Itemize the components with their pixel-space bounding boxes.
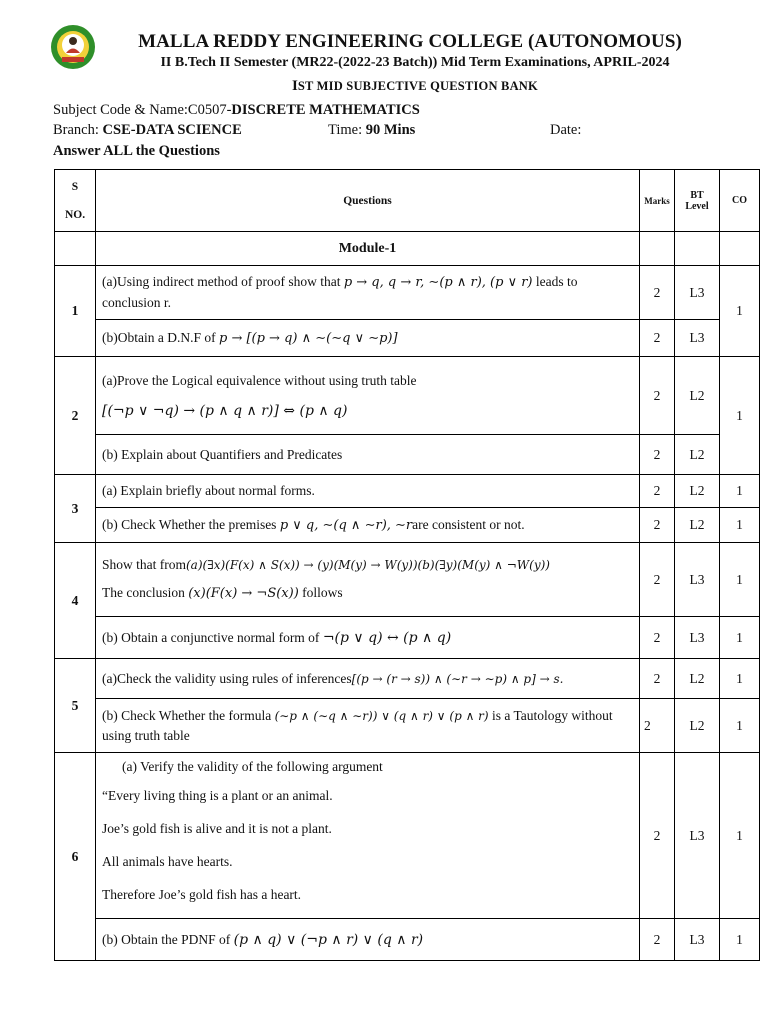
branch-line: Branch: CSE-DATA SCIENCE bbox=[53, 122, 242, 138]
question-text: (a) Verify the validity of the following argument “Every living thing is a plant or an animal. Joe’s gold fish is alive and it is not a plant. All animals have hearts. Therefore Joe’s gold fish has a heart. bbox=[96, 753, 640, 919]
question-table bbox=[54, 169, 760, 961]
bt-level: L2 bbox=[675, 475, 720, 508]
co: 1 bbox=[720, 543, 760, 617]
co: 1 bbox=[720, 266, 760, 357]
marks: 2 bbox=[640, 699, 675, 753]
marks: 2 bbox=[640, 508, 675, 543]
marks: 2 bbox=[640, 357, 675, 435]
table-row bbox=[55, 357, 760, 435]
table-row bbox=[55, 699, 760, 753]
table-row bbox=[55, 266, 760, 320]
co: 1 bbox=[720, 617, 760, 659]
bt-level: L3 bbox=[675, 617, 720, 659]
question-text: (b) Explain about Quantifiers and Predicates bbox=[96, 435, 640, 475]
marks: 2 bbox=[640, 919, 675, 961]
bt-level-header: BT Level bbox=[675, 170, 720, 232]
marks: 2 bbox=[640, 543, 675, 617]
college-name: MALLA REDDY ENGINEERING COLLEGE (AUTONOMOUS) bbox=[138, 31, 682, 52]
co: 1 bbox=[720, 357, 760, 475]
question-number: 3 bbox=[55, 475, 96, 543]
question-text: (b) Check Whether the premises p ∨ q, ∼(q ∧ ∼r), ∼rare consistent or not. bbox=[96, 508, 640, 543]
question-number: 5 bbox=[55, 659, 96, 753]
marks: 2 bbox=[640, 435, 675, 475]
bt-level: L3 bbox=[675, 919, 720, 961]
bt-level: L3 bbox=[675, 320, 720, 357]
table-row bbox=[55, 508, 760, 543]
college-emblem-icon bbox=[50, 24, 96, 70]
question-text: (b)Obtain a D.N.F of p → [(p → q) ∧ ∼(∼q ∨ ∼p)] bbox=[96, 320, 640, 357]
module-title: Module-1 bbox=[96, 232, 640, 266]
co: 1 bbox=[720, 475, 760, 508]
question-number: 2 bbox=[55, 357, 96, 475]
question-bank-title: IST MID SUBJECTIVE QUESTION BANK bbox=[292, 78, 538, 94]
instruction: Answer ALL the Questions bbox=[53, 143, 220, 159]
table-row bbox=[55, 753, 760, 919]
question-text: Show that from(a)(∃x)(F(x) ∧ S(x)) → (y)(M(y) → W(y))(b)(∃y)(M(y) ∧ ¬W(y)) The conclusion (x)(F(x) → ¬S(x)) follows bbox=[96, 543, 640, 617]
date-label: Date: bbox=[550, 122, 582, 138]
bt-level: L2 bbox=[675, 659, 720, 699]
question-text: (a) Explain briefly about normal forms. bbox=[96, 475, 640, 508]
time-line: Time: 90 Mins bbox=[328, 122, 416, 138]
table-row bbox=[55, 617, 760, 659]
question-text: (b) Obtain a conjunctive normal form of ¬(p ∨ q) ↔ (p ∧ q) bbox=[96, 617, 640, 659]
bt-level: L2 bbox=[675, 435, 720, 475]
table-row bbox=[55, 435, 760, 475]
subject-line: Subject Code & Name:C0507-DISCRETE MATHEMATICS bbox=[53, 102, 420, 118]
question-text: (a)Check the validity using rules of inferences[(p → (r → s)) ∧ (∼r → ∼p) ∧ p] → s. bbox=[96, 659, 640, 699]
bt-level: L3 bbox=[675, 753, 720, 919]
sno-header: S NO. bbox=[55, 170, 96, 232]
table-row bbox=[55, 919, 760, 961]
bt-level: L2 bbox=[675, 357, 720, 435]
question-text: (a)Prove the Logical equivalence without using truth table [(¬p ∨ ¬q) → (p ∧ q ∧ r)] ⇔ (p ∧ q) bbox=[96, 357, 640, 435]
question-number: 1 bbox=[55, 266, 96, 357]
question-number: 6 bbox=[55, 753, 96, 961]
bt-level: L3 bbox=[675, 266, 720, 320]
marks: 2 bbox=[640, 617, 675, 659]
marks-header: Marks bbox=[640, 170, 675, 232]
marks: 2 bbox=[640, 475, 675, 508]
co: 1 bbox=[720, 919, 760, 961]
question-text: (a)Using indirect method of proof show that p → q, q → r, ∼(p ∧ r), (p ∨ r) leads to conclusion r. bbox=[96, 266, 640, 320]
marks: 2 bbox=[640, 753, 675, 919]
question-text: (b) Check Whether the formula (∼p ∧ (∼q ∧ ∼r)) ∨ (q ∧ r) ∨ (p ∧ r) is a Tautology without using truth table bbox=[96, 699, 640, 753]
exam-title: II B.Tech II Semester (MR22-(2022-23 Batch)) Mid Term Examinations, APRIL-2024 bbox=[160, 55, 670, 70]
marks: 2 bbox=[640, 320, 675, 357]
co: 1 bbox=[720, 753, 760, 919]
co: 1 bbox=[720, 508, 760, 543]
question-number: 4 bbox=[55, 543, 96, 659]
co: 1 bbox=[720, 699, 760, 753]
bt-level: L2 bbox=[675, 699, 720, 753]
marks: 2 bbox=[640, 266, 675, 320]
module-row bbox=[55, 232, 760, 266]
question-text: (b) Obtain the PDNF of (p ∧ q) ∨ (¬p ∧ r) ∨ (q ∧ r) bbox=[96, 919, 640, 961]
bt-level: L2 bbox=[675, 508, 720, 543]
marks: 2 bbox=[640, 659, 675, 699]
table-header-row bbox=[55, 170, 760, 232]
co-header: CO bbox=[720, 170, 760, 232]
table-row bbox=[55, 320, 760, 357]
questions-header: Questions bbox=[96, 170, 640, 232]
table-row bbox=[55, 543, 760, 617]
table-row bbox=[55, 659, 760, 699]
co: 1 bbox=[720, 659, 760, 699]
table-row bbox=[55, 475, 760, 508]
bt-level: L3 bbox=[675, 543, 720, 617]
